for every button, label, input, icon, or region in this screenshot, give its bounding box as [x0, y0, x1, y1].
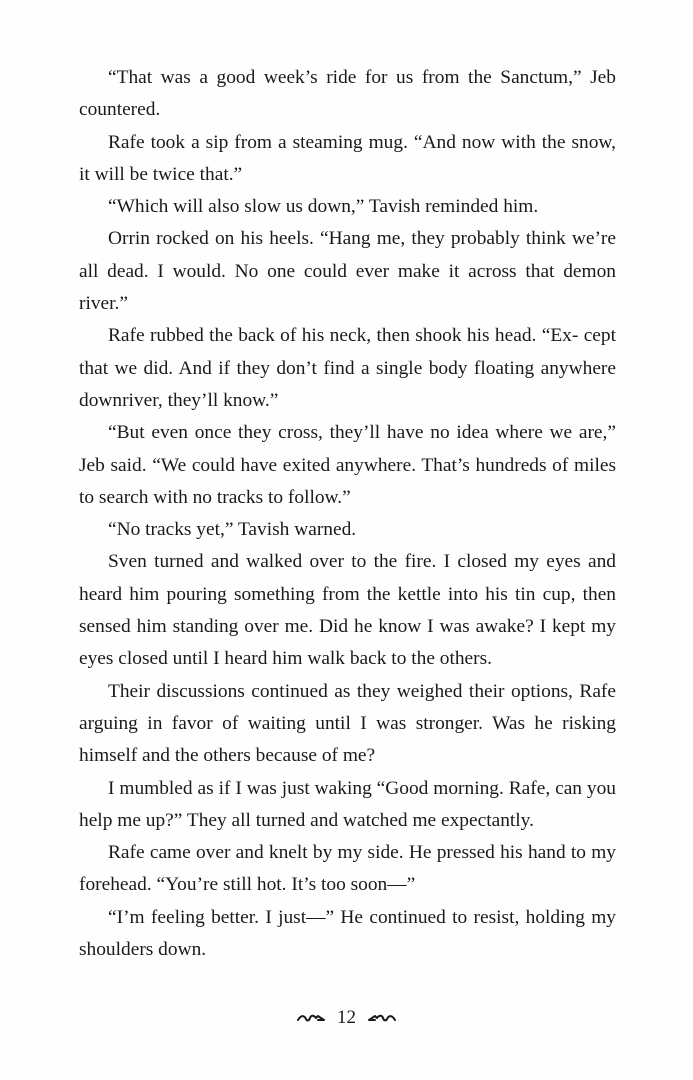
paragraph: “No tracks yet,” Tavish warned.	[108, 519, 357, 541]
right-ornament-icon	[368, 1012, 396, 1024]
paragraph: I mumbled as if I was just waking “Good morning. Rafe, can you help me up?” They all turned and watched me expectantly.	[79, 777, 616, 831]
paragraph: “But even once they cross, they’ll have no idea where we are,” Jeb said. “We could have exited anywhere. That’s hundreds of miles to search with no tracks to follow.”	[79, 422, 616, 508]
paragraph: Rafe took a sip from a steaming mug. “And now with the snow, it will be twice that.”	[79, 131, 616, 185]
left-ornament-icon	[297, 1012, 325, 1024]
body-text	[79, 62, 616, 966]
paragraph: Orrin rocked on his heels. “Hang me, they probably think we’re all dead. I would. No one could ever make it across that demon river.”	[79, 228, 616, 315]
paragraph: Rafe came over and knelt by my side. He pressed his hand to my forehead. “You’re still hot. It’s too soon—”	[79, 842, 616, 896]
paragraph: “Which will also slow us down,” Tavish reminded him.	[108, 196, 539, 218]
paragraph: “I’m feeling better. I just—” He continued to resist, holding my shoulders down.	[79, 906, 616, 961]
paragraph: Sven turned and walked over to the fire. I closed my eyes and heard him pouring something from the kettle into his tin cup, then sensed him standing over me. Did he know I was awake? I kept my eyes closed until I heard him walk back to the others.	[79, 551, 616, 670]
paragraph: Their discussions continued as they weighed their options, Rafe arguing in favor of waiting until I was stronger. Was he risking himself and the others because of me?	[79, 680, 616, 767]
paragraph: Rafe rubbed the back of his neck, then shook his head. “Ex- cept that we did. And if they don’t find a single body floating anywhere downriver, they’ll know.”	[79, 325, 616, 411]
page-number: 12	[337, 1006, 356, 1028]
page-footer	[0, 1005, 693, 1030]
paragraph: “That was a good week’s ride for us from the Sanctum,” Jeb countered.	[79, 67, 616, 121]
